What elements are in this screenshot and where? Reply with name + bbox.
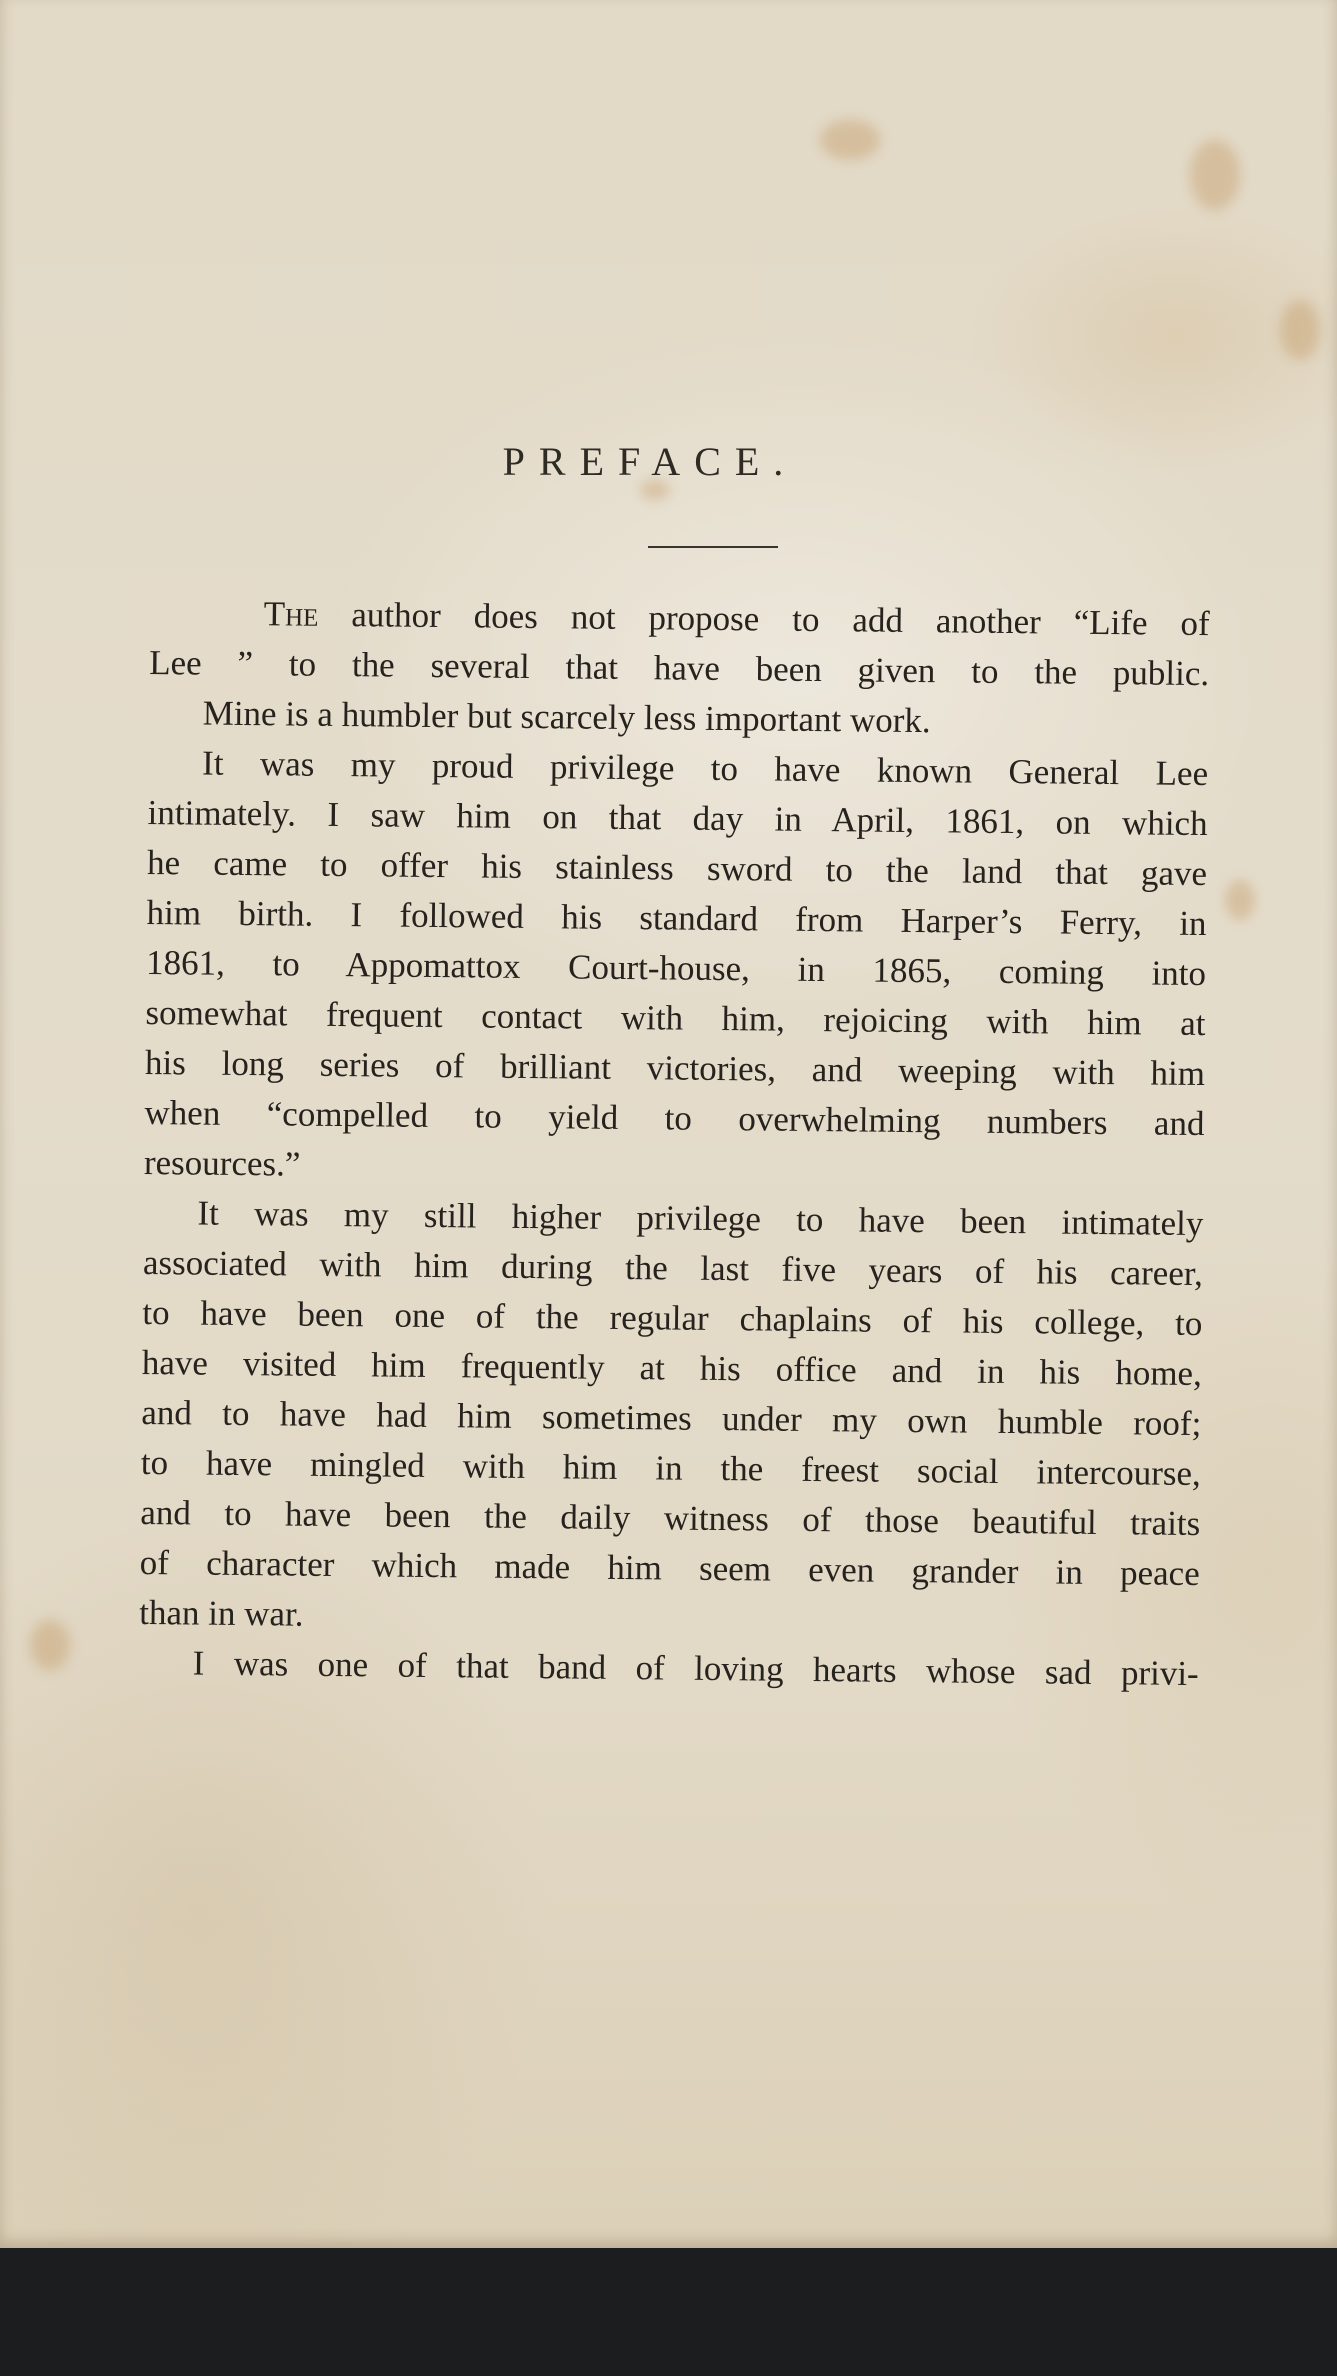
text-line: It was my proud privilege to have known General Lee	[201, 743, 1209, 794]
text-line: and to have had him sometimes under my own humble roof;	[141, 1392, 1202, 1444]
text-line: of character which made him seem even grander in peace	[139, 1542, 1200, 1594]
text-line: 1861, to Appomattox Court-house, in 1865, coming into	[145, 942, 1207, 994]
text-line: and to have been the daily witness of those beautiful traits	[140, 1492, 1201, 1544]
text-line: I was one of that band of loving hearts whose sad privi-	[192, 1643, 1199, 1694]
text-line: associated with him during the last five years of his career,	[142, 1242, 1204, 1294]
text-line: intimately. I saw him on that day in April, 1861, on which	[147, 792, 1208, 844]
small-caps-word: The	[263, 594, 319, 634]
text-line: It was my still higher privilege to have been intimately	[197, 1193, 1204, 1244]
title-rule	[648, 546, 778, 548]
text-line: to have been one of the regular chaplains of his college, to	[142, 1292, 1203, 1344]
text-line: he came to offer his stainless sword to the land that gave	[146, 842, 1208, 894]
text-line: him birth. I followed his standard from Harper’s Ferry, in	[146, 892, 1207, 944]
preface-text	[138, 588, 1209, 1699]
foxing-spot	[1190, 140, 1240, 210]
text-line: resources.”	[143, 1142, 301, 1184]
text-line: than in war.	[139, 1592, 304, 1634]
text-line: when “compelled to yield to overwhelming numbers and	[144, 1092, 1205, 1144]
text-line: Mine is a humbler but scarcely less important work.	[202, 693, 931, 741]
foxing-spot	[1280, 300, 1320, 360]
text-line: somewhat frequent contact with him, rejoicing with him at	[145, 992, 1206, 1044]
foxing-spot	[1225, 880, 1255, 920]
text-line: Lee ” to the several that have been given to the public.	[149, 642, 1210, 694]
text-line: The author does not propose to add another “Life of	[263, 594, 1210, 644]
text-line: his long series of brilliant victories, and weeping with him	[144, 1042, 1206, 1094]
foxing-spot	[30, 1620, 70, 1670]
text-line: to have mingled with him in the freest social intercourse,	[140, 1442, 1201, 1494]
foxing-spot	[820, 120, 880, 160]
page-title: PREFACE.	[502, 439, 798, 484]
text-line: have visited him frequently at his office and in his home,	[141, 1342, 1203, 1394]
